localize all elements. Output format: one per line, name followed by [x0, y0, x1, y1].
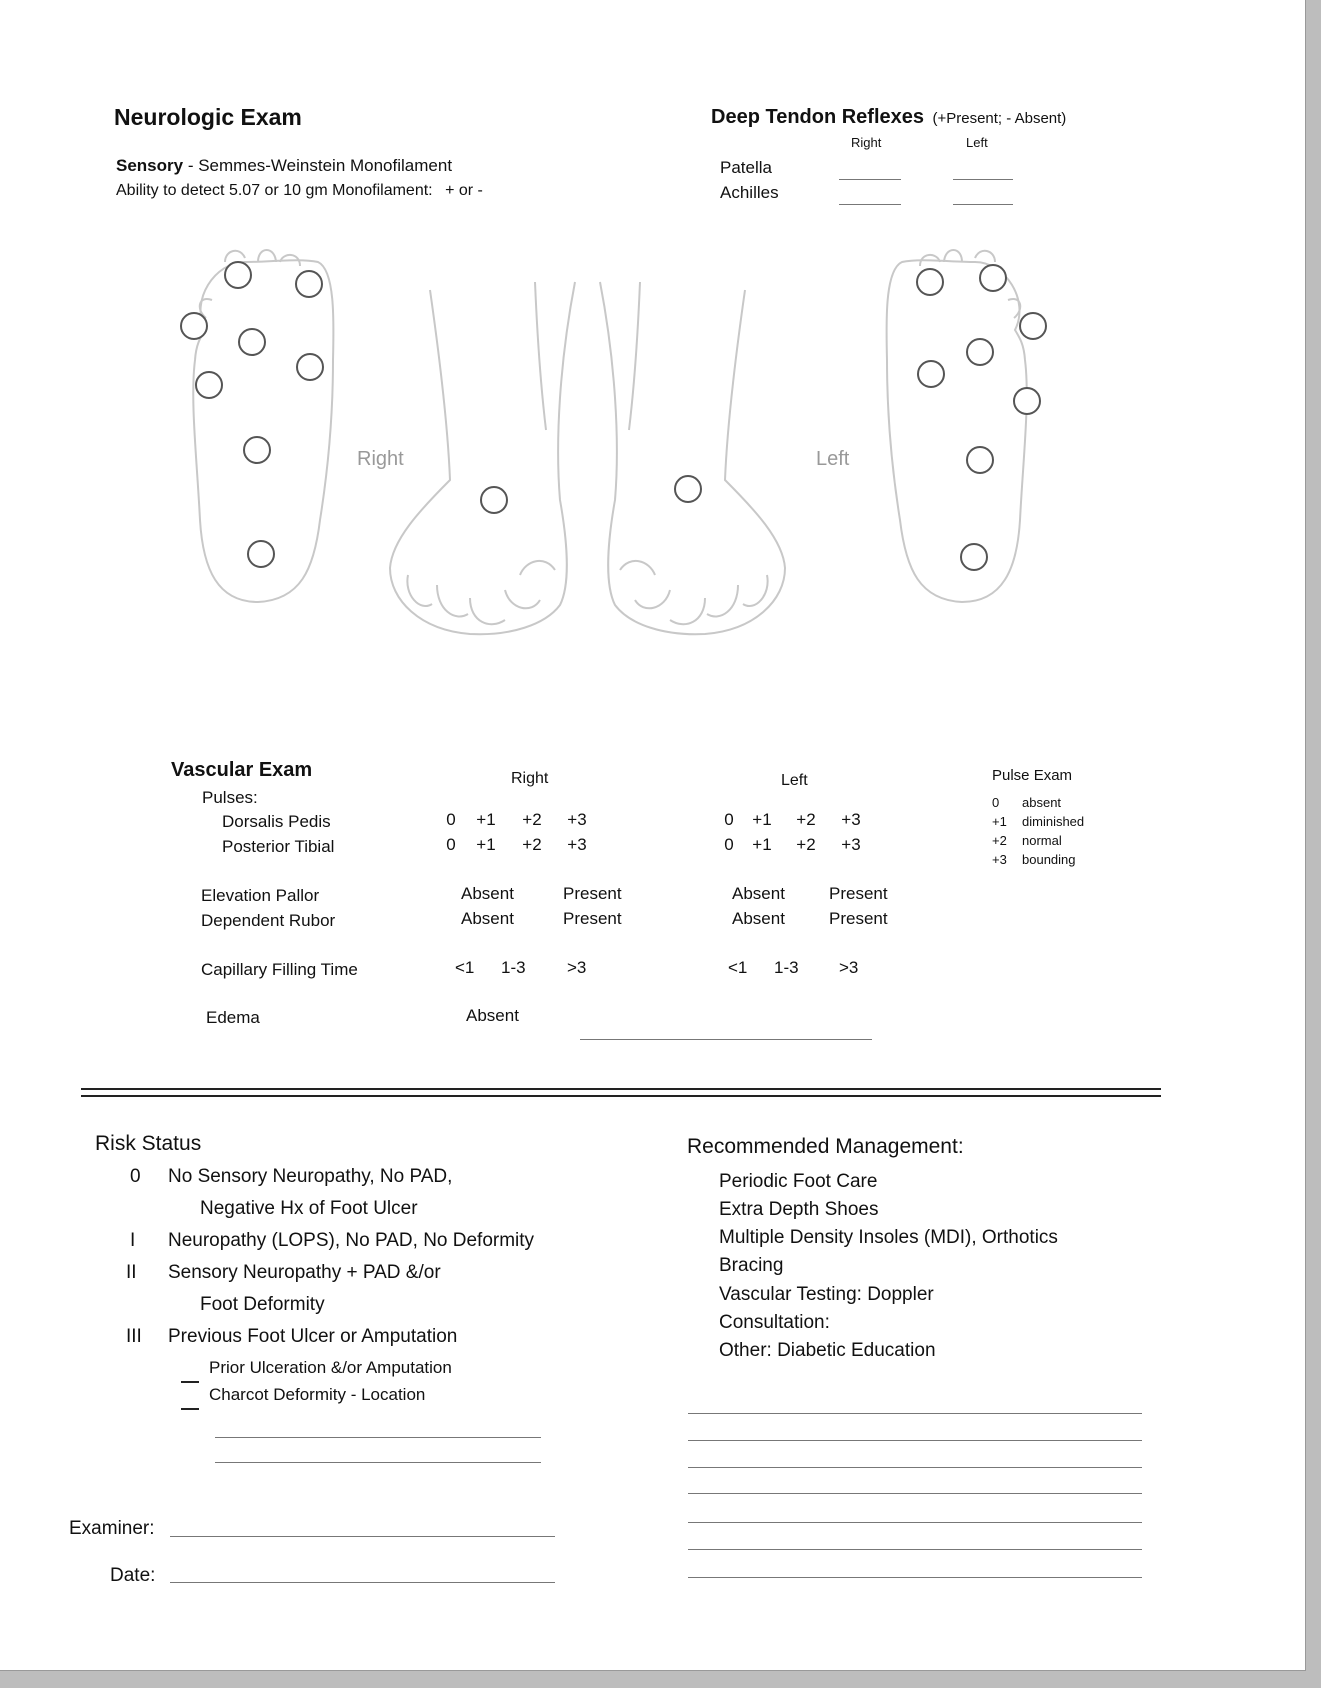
cap-right-gt3[interactable]: >3 — [567, 958, 587, 977]
scale-option[interactable]: +1 — [752, 835, 772, 854]
scale-option[interactable]: +1 — [476, 835, 496, 854]
dp-left-scale[interactable] — [716, 810, 872, 830]
elevation-pallor-label: Elevation Pallor — [201, 886, 320, 905]
left-dorsal-toes — [620, 561, 768, 624]
cap-left-1to3[interactable]: 1-3 — [774, 958, 799, 977]
legend-code: +3 — [992, 852, 1007, 867]
rubor-right-absent[interactable]: Absent — [461, 909, 514, 928]
right-site-dorsal — [481, 487, 507, 513]
divider-bottom — [81, 1095, 1161, 1097]
prior-ulceration-check[interactable] — [181, 1381, 199, 1383]
management-title: Recommended Management: — [687, 1135, 964, 1158]
monofilament-choice[interactable]: + or - — [445, 182, 483, 199]
date-field[interactable] — [170, 1582, 555, 1583]
dtr-subtitle: (+Present; - Absent) — [932, 110, 1067, 127]
legend-label: bounding — [1022, 852, 1076, 867]
charcot-location-line-2[interactable] — [215, 1462, 541, 1463]
left-site-great-toe — [917, 269, 943, 295]
scale-option[interactable]: +3 — [841, 835, 861, 854]
neurologic-exam-title: Neurologic Exam — [114, 104, 302, 130]
cap-left-lt1[interactable]: <1 — [728, 958, 748, 977]
right-dorsal-foot-outline — [390, 282, 575, 634]
pt-right-scale[interactable] — [438, 835, 598, 855]
management-notes-line[interactable] — [688, 1577, 1142, 1578]
pallor-right-absent[interactable]: Absent — [461, 884, 514, 903]
sensory-separator: - — [183, 156, 199, 175]
management-notes-line[interactable] — [688, 1493, 1142, 1494]
right-site-met-1 — [239, 329, 265, 355]
risk-level-3: III — [126, 1326, 142, 1347]
scale-option[interactable]: +2 — [796, 835, 816, 854]
left-dorsal-foot-outline — [600, 282, 785, 634]
mgmt-item: Bracing — [719, 1255, 784, 1276]
right-site-medial — [196, 372, 222, 398]
management-notes-line[interactable] — [688, 1467, 1142, 1468]
divider-top — [81, 1088, 1161, 1090]
pulse-row-posterior-tibial: Posterior Tibial — [222, 837, 335, 856]
cap-right-1to3[interactable]: 1-3 — [501, 958, 526, 977]
date-label: Date: — [110, 1565, 156, 1586]
pt-left-scale[interactable] — [716, 835, 872, 855]
management-notes-line[interactable] — [688, 1522, 1142, 1523]
scale-option[interactable]: +2 — [796, 810, 816, 829]
rubor-right-present[interactable]: Present — [563, 909, 622, 928]
right-dorsal-toes — [407, 561, 555, 624]
right-site-toe-lateral — [181, 313, 207, 339]
right-site-great-toe — [225, 262, 251, 288]
legend-row — [992, 831, 1084, 850]
risk-sub-prior-ulceration: Prior Ulceration &/or Amputation — [209, 1358, 452, 1377]
sensory-description: Semmes-Weinstein Monofilament — [198, 156, 453, 175]
rubor-left-present[interactable]: Present — [829, 909, 888, 928]
right-leg-inner-line — [535, 282, 546, 430]
risk-2-line1: Sensory Neuropathy + PAD &/or — [168, 1262, 441, 1283]
legend-row — [992, 850, 1084, 869]
diagram-left-label: Left — [816, 448, 850, 470]
rubor-left-absent[interactable]: Absent — [732, 909, 785, 928]
scale-option[interactable]: 0 — [724, 810, 734, 829]
legend-row — [992, 793, 1084, 812]
dtr-title: Deep Tendon Reflexes — [711, 106, 925, 128]
left-site-met-1 — [967, 339, 993, 365]
mgmt-item: Extra Depth Shoes — [719, 1199, 879, 1220]
dtr-row-patella: Patella — [720, 158, 772, 177]
sensory-label: Sensory — [116, 156, 184, 175]
risk-0-line1: No Sensory Neuropathy, No PAD, — [168, 1166, 453, 1187]
risk-1-line1: Neuropathy (LOPS), No PAD, No Deformity — [168, 1230, 535, 1251]
risk-level-2: II — [126, 1262, 137, 1283]
left-site-lateral — [1014, 388, 1040, 414]
vascular-col-left: Left — [781, 772, 808, 789]
legend-row — [992, 812, 1084, 831]
vascular-exam-title: Vascular Exam — [171, 759, 313, 781]
examiner-label: Examiner: — [69, 1518, 155, 1539]
examiner-field[interactable] — [170, 1536, 555, 1537]
mgmt-item: Periodic Foot Care — [719, 1171, 878, 1192]
mgmt-item: Multiple Density Insoles (MDI), Orthotics — [719, 1227, 1058, 1248]
risk-2-line2: Foot Deformity — [200, 1294, 325, 1315]
dependent-rubor-label: Dependent Rubor — [201, 911, 336, 930]
scale-option[interactable]: +1 — [752, 810, 772, 829]
risk-sub-charcot: Charcot Deformity - Location — [209, 1385, 426, 1404]
scale-option[interactable]: +3 — [567, 835, 587, 854]
management-notes-line[interactable] — [688, 1440, 1142, 1441]
mgmt-item: Vascular Testing: Doppler — [719, 1284, 934, 1305]
right-site-heel — [248, 541, 274, 567]
risk-level-0: 0 — [130, 1166, 141, 1187]
scale-option[interactable]: 0 — [724, 835, 734, 854]
scale-option[interactable]: 0 — [446, 835, 456, 854]
dp-right-scale[interactable] — [438, 810, 598, 830]
pulses-label: Pulses: — [202, 788, 258, 807]
legend-code: +2 — [992, 833, 1007, 848]
management-notes-line[interactable] — [688, 1413, 1142, 1414]
pallor-left-absent[interactable]: Absent — [732, 884, 785, 903]
left-site-dorsal — [675, 476, 701, 502]
left-site-heel — [961, 544, 987, 570]
edema-label: Edema — [206, 1008, 260, 1027]
pulse-exam-title: Pulse Exam — [992, 767, 1073, 784]
dtr-row-achilles: Achilles — [720, 183, 779, 202]
risk-3-line1: Previous Foot Ulcer or Amputation — [168, 1326, 458, 1347]
foot-diagram — [0, 0, 1305, 680]
legend-label: absent — [1022, 795, 1062, 810]
legend-code: +1 — [992, 814, 1007, 829]
edema-blank[interactable] — [580, 1039, 872, 1040]
dtr-col-left: Left — [966, 135, 988, 150]
scale-option[interactable]: +2 — [522, 835, 542, 854]
diagram-right-label: Right — [357, 448, 404, 470]
right-site-met-5 — [297, 354, 323, 380]
scale-option[interactable]: +3 — [841, 810, 861, 829]
right-site-midfoot — [244, 437, 270, 463]
scale-option[interactable]: +2 — [522, 810, 542, 829]
charcot-check[interactable] — [181, 1408, 199, 1410]
scale-option[interactable]: +3 — [567, 810, 587, 829]
right-site-small-toe — [296, 271, 322, 297]
dtr-col-right: Right — [851, 135, 882, 150]
vascular-col-right: Right — [511, 770, 549, 787]
cap-right-lt1[interactable]: <1 — [455, 958, 475, 977]
legend-label: diminished — [1022, 814, 1085, 829]
legend-label: normal — [1022, 833, 1062, 848]
mgmt-item: Consultation: — [719, 1312, 830, 1333]
edema-absent-option[interactable]: Absent — [466, 1006, 519, 1025]
pallor-left-present[interactable]: Present — [829, 884, 888, 903]
left-site-second-toe — [980, 265, 1006, 291]
left-site-met-5 — [918, 361, 944, 387]
left-leg-inner-line — [629, 282, 640, 430]
legend-code: 0 — [992, 795, 1000, 810]
charcot-location-line-1[interactable] — [215, 1437, 541, 1438]
risk-level-1: I — [130, 1230, 136, 1251]
monofilament-ability-text: Ability to detect 5.07 or 10 gm Monofilament: — [116, 182, 433, 199]
left-sole-outline — [887, 260, 1027, 602]
risk-0-line2: Negative Hx of Foot Ulcer — [200, 1198, 418, 1219]
left-site-toe-lateral — [1020, 313, 1046, 339]
capillary-filling-label: Capillary Filling Time — [201, 960, 358, 979]
scale-option[interactable]: +1 — [476, 810, 496, 829]
scale-option[interactable]: 0 — [446, 810, 456, 829]
risk-status-title: Risk Status — [95, 1132, 202, 1155]
pulse-exam-legend — [992, 793, 1084, 869]
pulse-row-dorsalis-pedis: Dorsalis Pedis — [222, 812, 331, 831]
mgmt-item: Other: Diabetic Education — [719, 1340, 936, 1361]
left-site-midfoot — [967, 447, 993, 473]
management-notes-line[interactable] — [688, 1549, 1142, 1550]
cap-left-gt3[interactable]: >3 — [839, 958, 859, 977]
pallor-right-present[interactable]: Present — [563, 884, 622, 903]
